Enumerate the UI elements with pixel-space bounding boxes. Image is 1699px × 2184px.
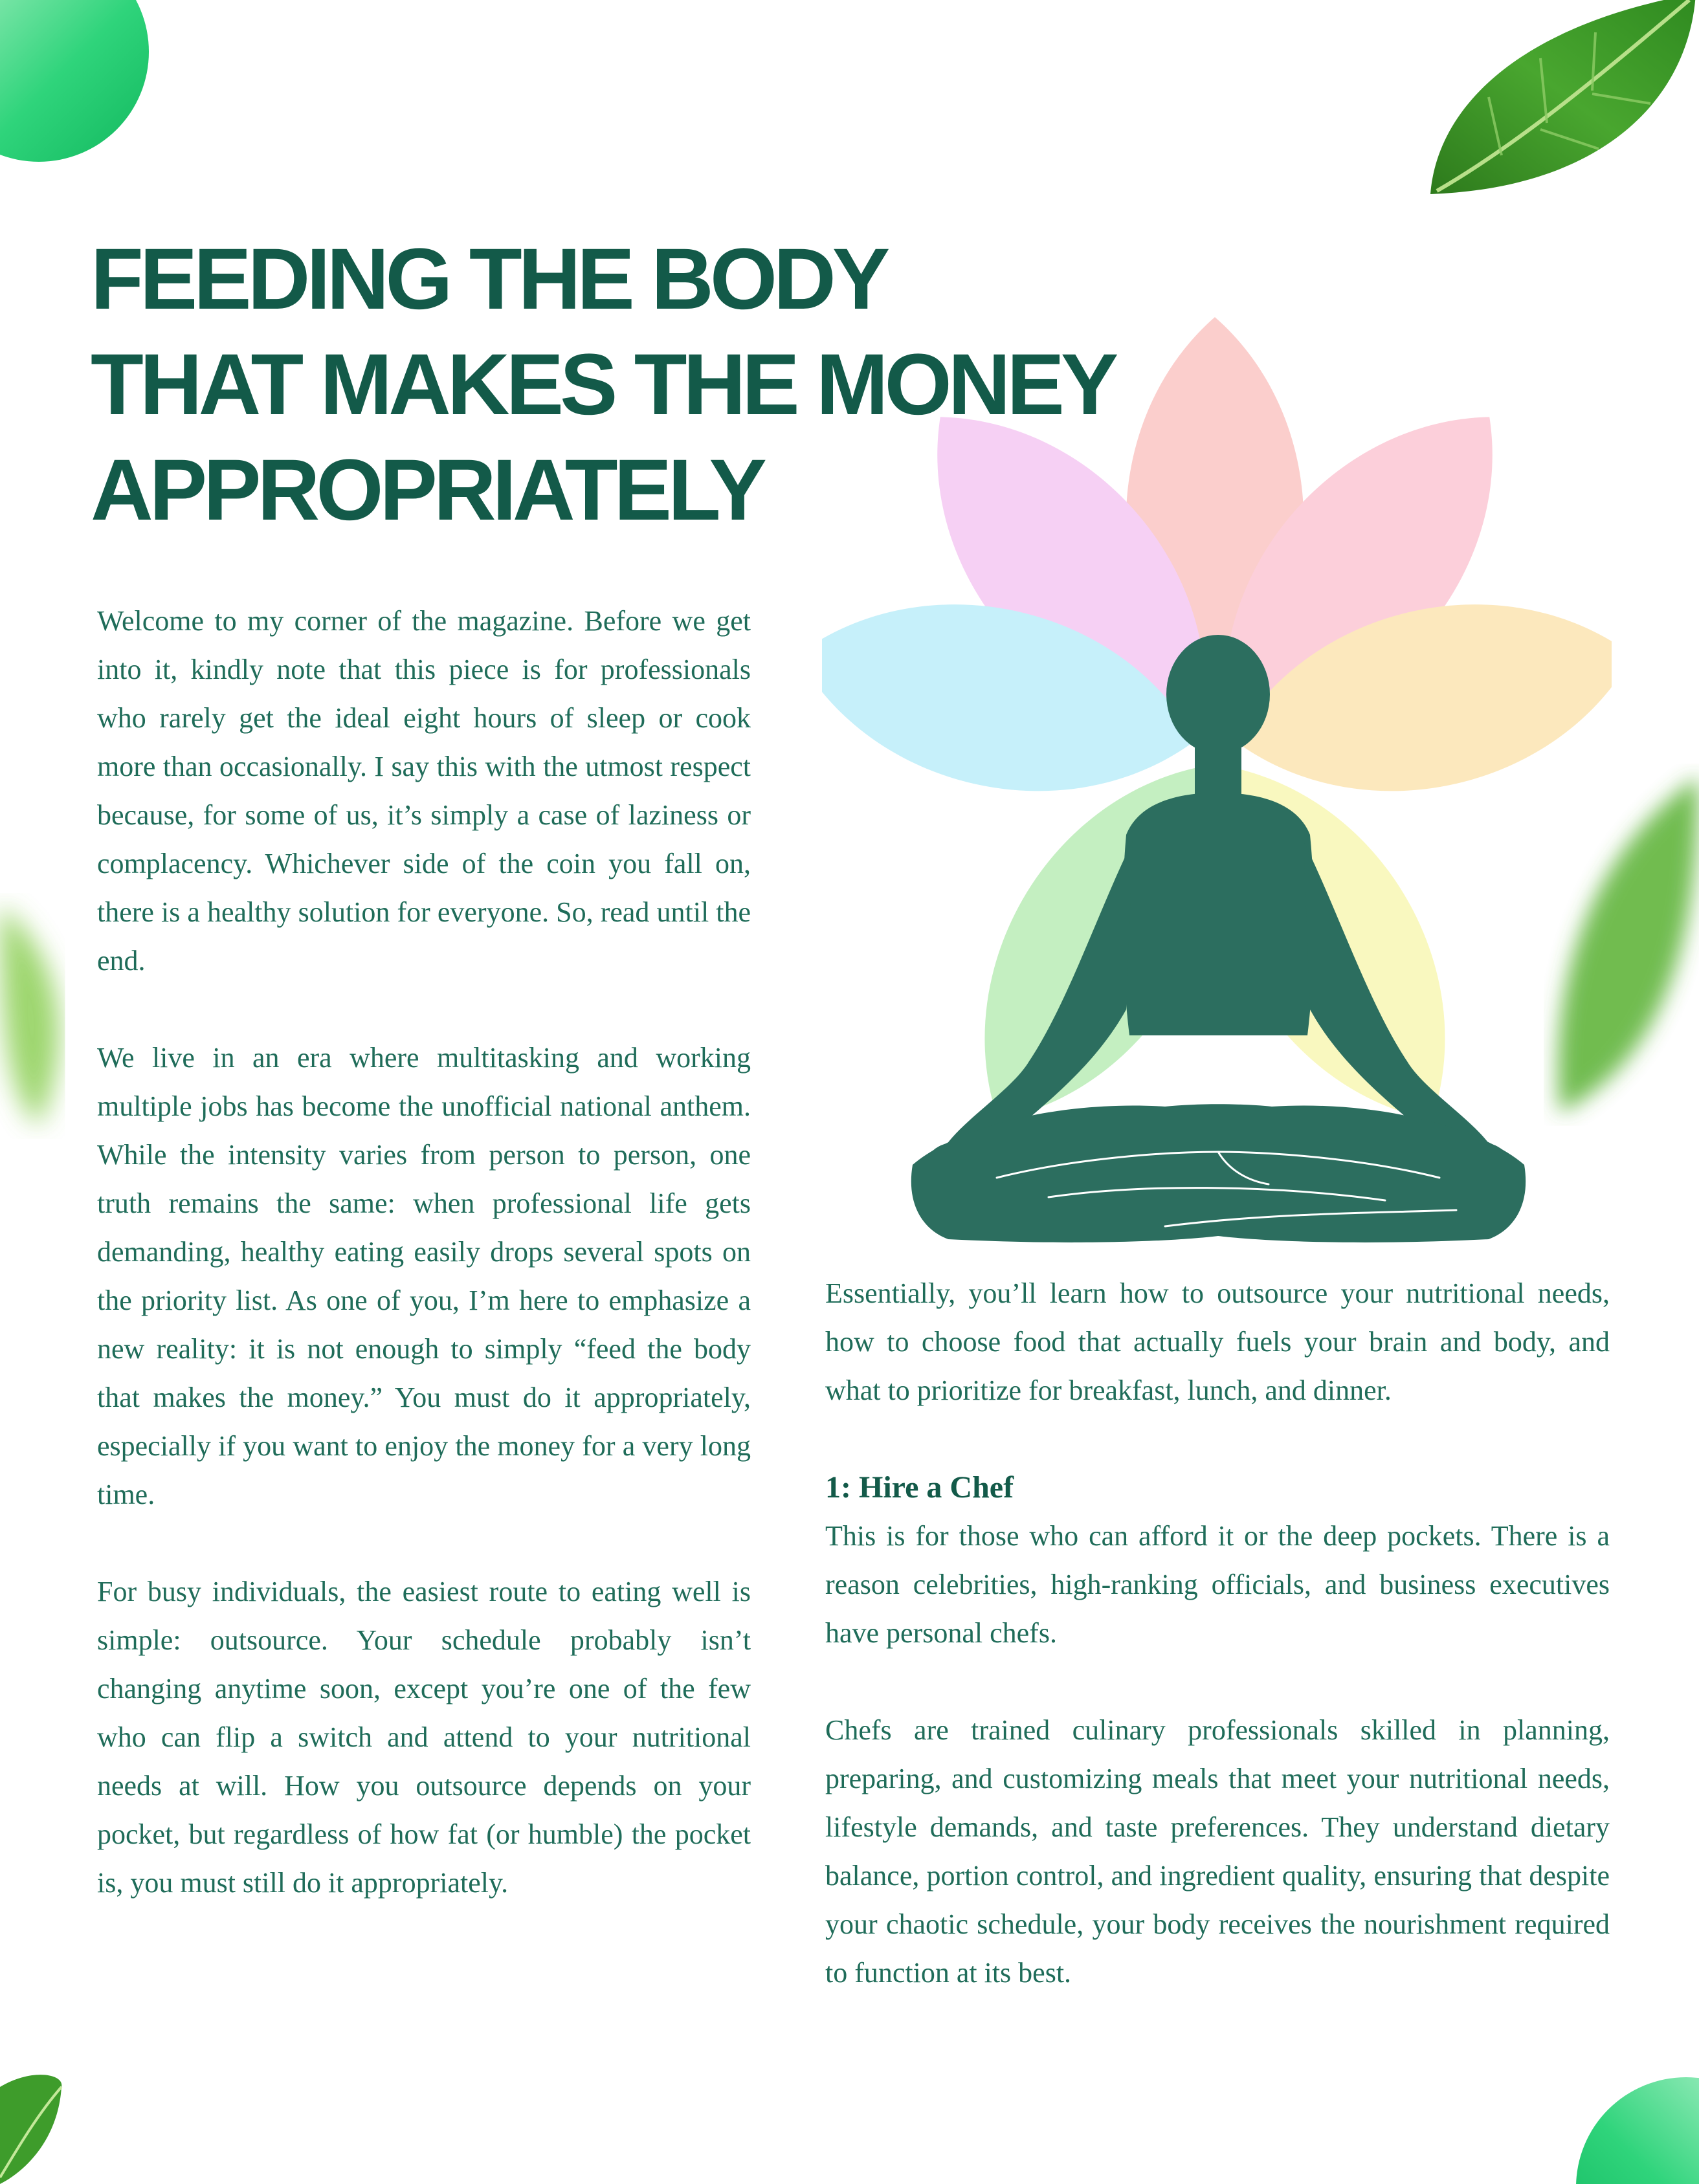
body-paragraph: We live in an era where multitasking and working multiple jobs has become the unofficial national anthem. While the intensity varies from person to person, one truth remains the same: when professional life gets demanding, healthy eating easily drops several spots on the priority list. As one of you, I’m here to emphasize a new reality: it is not enough to simply “feed the body that makes the money.” You must do it appropriately, especially if you want to enjoy the money for a very long time. — [97, 1042, 751, 1510]
left-blurred-leaf-icon — [0, 893, 78, 1139]
section-paragraph: Chefs are trained culinary professionals skilled in planning, preparing, and customizing meals that meet your nutritional needs, lifestyle demands, and taste preferences. They understand dietary balance, portion control, and ingredient quality, ensuring that despite your chaotic schedule, your body receives the nourishment required to function at its best. — [825, 1714, 1610, 1989]
title-line: APPROPRIATELY — [91, 442, 763, 538]
bottom-left-leaf-icon — [0, 2068, 71, 2184]
right-column — [825, 1269, 1610, 1997]
section-heading: 1: Hire a Chef — [825, 1470, 1014, 1505]
body-paragraph: For busy individuals, the easiest route to eating well is simple: outsource. Your schedule probably isn’t changing anytime soon, except you’re one of the few who can flip a switch and attend to your nutritional needs at will. How you outsource depends on your pocket, but regardless of how fat (or humble) the pocket is, you must still do it appropriately. — [97, 1576, 751, 1899]
section-paragraph: This is for those who can afford it or the deep pockets. There is a reason celebrities, high-ranking officials, and business executives have personal chefs. — [825, 1520, 1610, 1649]
left-column — [97, 597, 751, 1907]
intro-summary-paragraph: Essentially, you’ll learn how to outsource your nutritional needs, how to choose food that actually fuels your brain and body, and what to prioritize for breakfast, lunch, and dinner. — [825, 1277, 1610, 1406]
intro-paragraph: Welcome to my corner of the magazine. Before we get into it, kindly note that this piece is for professionals who rarely get the ideal eight hours of sleep or cook more than occasionally. I say this with the utmost respect because, for some of us, it’s simply a case of laziness or complacency. Whichever side of the coin you fall on, there is a healthy solution for everyone. So, read until the end. — [97, 605, 751, 976]
top-right-leaf-icon — [1411, 0, 1699, 207]
title-line: THAT MAKES THE MONEY — [91, 336, 1115, 433]
meditating-person-lotus-icon — [822, 311, 1612, 1255]
title-line: FEEDING THE BODY — [91, 231, 887, 327]
top-left-green-circle-icon — [0, 0, 155, 201]
bottom-right-green-circle-icon — [1563, 2064, 1699, 2184]
